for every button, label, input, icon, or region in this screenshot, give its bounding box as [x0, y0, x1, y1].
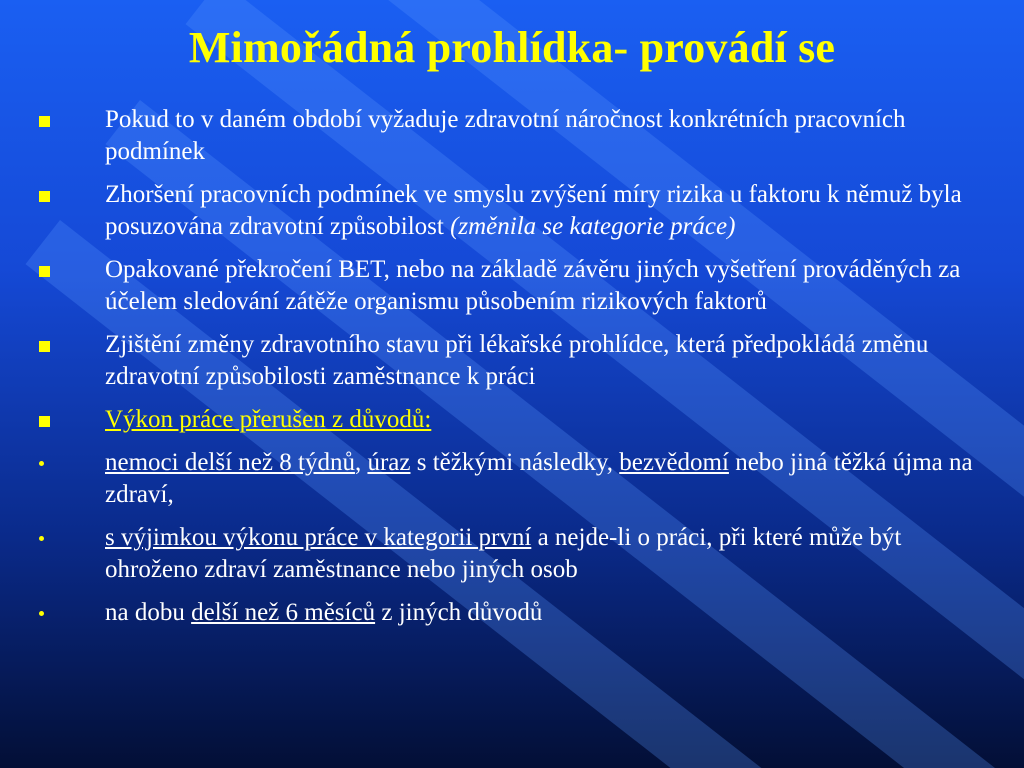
list-item-text-part: Zhoršení pracovních podmínek ve smyslu zvýšení míry rizika u faktoru k němuž byla posuzována zdravotní způsobilost	[105, 181, 962, 240]
list-item	[0, 597, 1024, 629]
list-item	[0, 329, 1024, 393]
dot-bullet-icon	[39, 611, 44, 616]
list-item-text	[105, 447, 1000, 511]
list-item-text-part: ,	[354, 449, 368, 476]
list-item-text: Pokud to v daném období vyžaduje zdravotní náročnost konkrétních pracovních podmínek	[105, 106, 906, 165]
list-item-text	[105, 179, 1000, 243]
list-item	[0, 404, 1024, 436]
underlined-term: nemoci delší než 8 týdnů	[105, 449, 355, 476]
bullet-list	[0, 104, 1024, 640]
list-item	[0, 522, 1024, 586]
underlined-term: delší než 6 měsíců	[191, 599, 376, 626]
list-item-text	[105, 597, 1000, 629]
list-item-text-part: z jiných důvodů	[375, 599, 543, 626]
list-item-text: Opakované překročení BET, nebo na základě závěru jiných vyšetření prováděných za účelem sledování zátěže organismu působením rizikových faktorů	[105, 256, 961, 315]
list-item-subheading: Výkon práce přerušen z důvodů:	[105, 406, 432, 433]
list-item-text	[105, 522, 1000, 586]
list-item-text-part: nebo jiná těžká újma na zdraví,	[105, 449, 973, 508]
slide-title: Mimořádná prohlídka- provádí se	[188, 23, 836, 72]
underlined-term: bezvědomí	[619, 449, 729, 476]
list-item-text: Zjištění změny zdravotního stavu při lékařské prohlídce, která předpokládá změnu zdravotní způsobilosti zaměstnance k práci	[105, 331, 929, 390]
list-item	[0, 179, 1024, 243]
underlined-term: s výjimkou výkonu práce v kategorii první	[105, 524, 532, 551]
dot-bullet-icon	[39, 461, 44, 466]
list-item	[0, 447, 1024, 511]
list-item-italic-note: (změnila se kategorie práce)	[450, 213, 736, 240]
square-bullet-icon	[39, 116, 50, 127]
list-item	[0, 104, 1024, 168]
list-item-text-part: na dobu	[105, 599, 192, 626]
square-bullet-icon	[39, 266, 50, 277]
list-item-text-part: a nejde-li o práci, při které může být ohroženo zdraví zaměstnance nebo jiných osob	[105, 524, 902, 583]
square-bullet-icon	[39, 191, 50, 202]
dot-bullet-icon	[39, 536, 44, 541]
underlined-term: úraz	[367, 449, 411, 476]
list-item-text-part: s těžkými následky,	[410, 449, 620, 476]
square-bullet-icon	[39, 416, 50, 427]
list-item	[0, 254, 1024, 318]
square-bullet-icon	[39, 341, 50, 352]
